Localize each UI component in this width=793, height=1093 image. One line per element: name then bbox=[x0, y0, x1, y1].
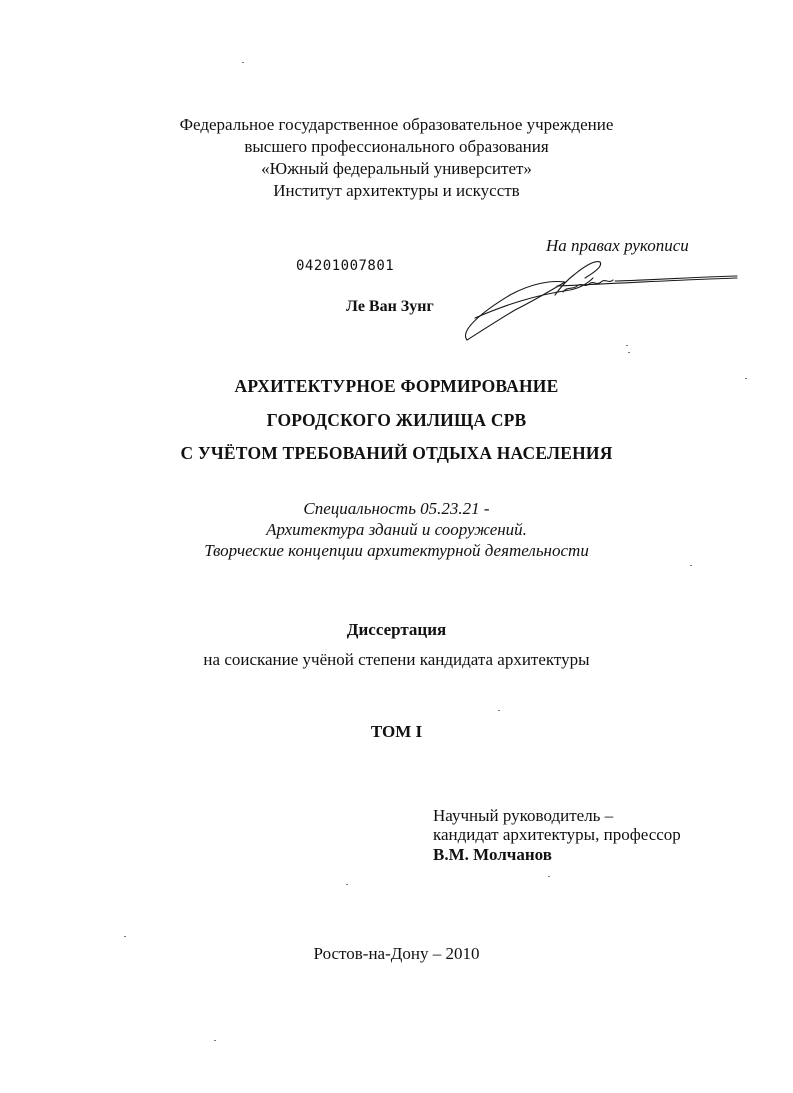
institution-line-3: «Южный федеральный университет» bbox=[261, 159, 532, 178]
scan-speck bbox=[690, 565, 692, 566]
document-type-subtitle: на соискание учёной степени кандидата архитектуры bbox=[203, 650, 590, 669]
institution-line-1: Федеральное государственное образовательное учреждение bbox=[179, 115, 614, 134]
scan-speck bbox=[242, 62, 244, 63]
scan-speck bbox=[346, 884, 348, 885]
place-year: Ростов-на-Дону – 2010 bbox=[313, 944, 480, 963]
scan-speck bbox=[548, 876, 550, 877]
supervisor-name: В.М. Молчанов bbox=[433, 845, 552, 864]
volume-label: ТОМ I bbox=[370, 722, 423, 741]
document-type-heading: Диссертация bbox=[346, 620, 447, 639]
scan-speck bbox=[626, 345, 628, 346]
institution-line-4: Институт архитектуры и искусств bbox=[273, 181, 520, 200]
scan-speck bbox=[214, 1040, 216, 1041]
author-name: Ле Ван Зунг bbox=[346, 298, 434, 315]
supervisor-role: Научный руководитель – bbox=[433, 806, 614, 825]
supervisor-degree: кандидат архитектуры, профессор bbox=[433, 825, 681, 844]
signature-image bbox=[455, 250, 745, 350]
title-line-1: АРХИТЕКТУРНОЕ ФОРМИРОВАНИЕ bbox=[234, 376, 559, 396]
institution-line-2: высшего профессионального образования bbox=[244, 137, 549, 156]
scan-speck bbox=[124, 936, 126, 937]
catalog-number: 04201007801 bbox=[296, 258, 395, 274]
scan-speck bbox=[745, 378, 747, 379]
title-line-2: ГОРОДСКОГО ЖИЛИЩА СРВ bbox=[266, 410, 527, 430]
specialty-line-3: Творческие концепции архитектурной деятельности bbox=[204, 541, 589, 560]
specialty-line-2: Архитектура зданий и сооружений. bbox=[266, 520, 527, 539]
scan-speck bbox=[628, 352, 630, 353]
specialty-line-1: Специальность 05.23.21 - bbox=[303, 499, 490, 518]
manuscript-note: На правах рукописи bbox=[546, 236, 689, 255]
title-line-3: С УЧЁТОМ ТРЕБОВАНИЙ ОТДЫХА НАСЕЛЕНИЯ bbox=[180, 443, 613, 463]
scan-speck bbox=[498, 710, 500, 711]
